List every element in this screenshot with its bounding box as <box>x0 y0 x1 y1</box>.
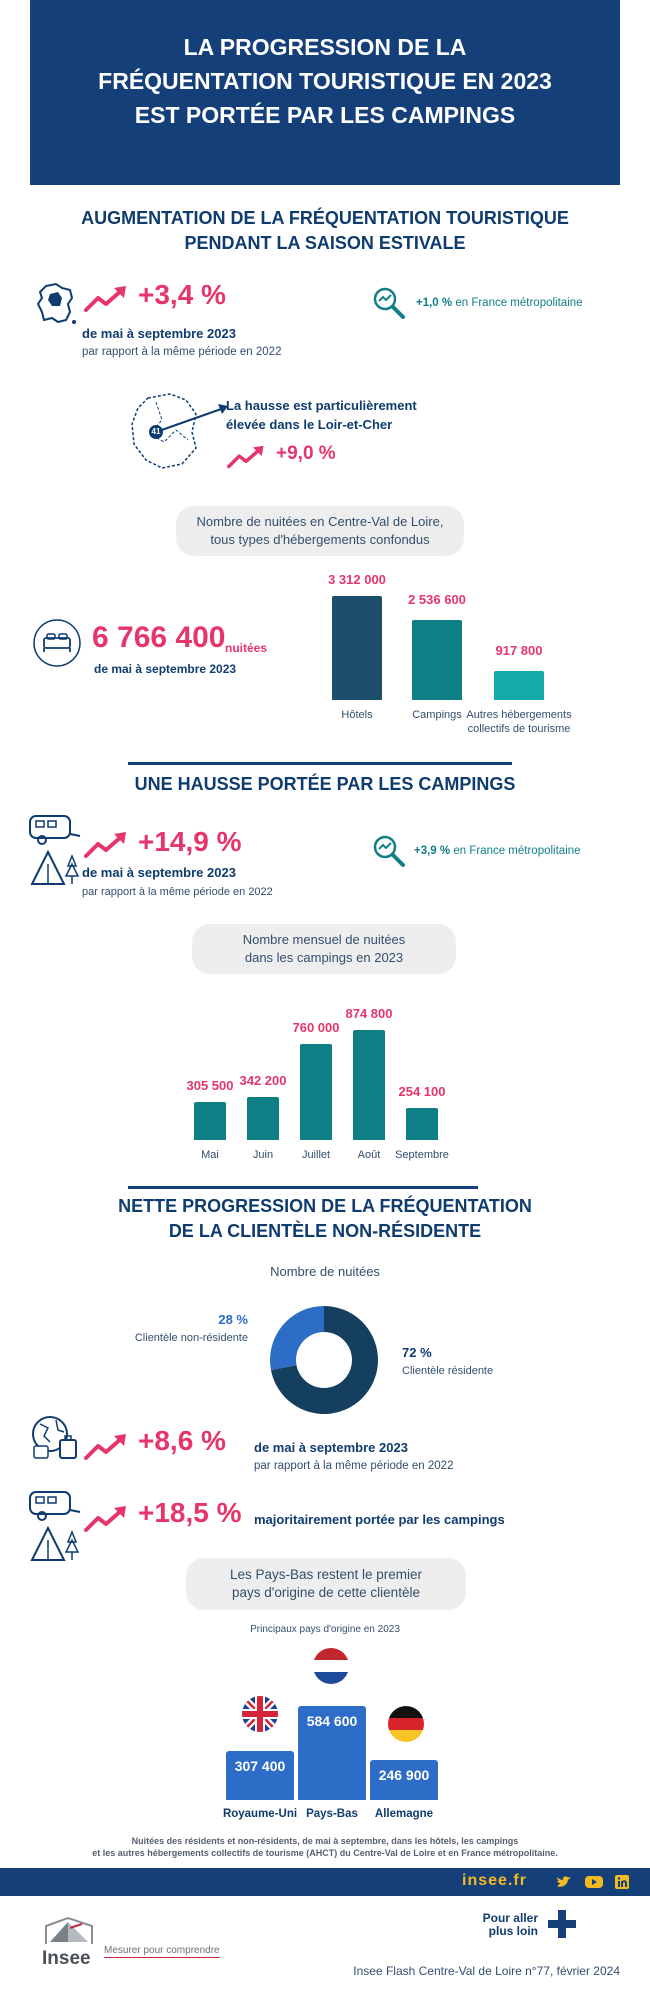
footnote: Nuitées des résidents et non-résidents, de mai à septembre, dans les hôtels, les campings et les autres hébergements collectifs de tourisme (AHCT) du Centre-Val de Loire et en France métropolitaine. <box>92 1836 558 1858</box>
insee-site-link[interactable]: insee.fr <box>462 1872 527 1889</box>
donut-value-non-resident: 28 % <box>218 1312 248 1327</box>
plus-icon[interactable] <box>546 1908 578 1940</box>
bar-category-label: Royaume-Uni <box>222 1808 298 1820</box>
bar <box>412 620 462 700</box>
bar <box>247 1097 279 1140</box>
comparison-label: par rapport à la même période en 2022 <box>254 1460 454 1472</box>
donut-value-resident: 72 % <box>402 1345 432 1360</box>
bar-category-label-line: Campings <box>412 709 462 721</box>
loir-et-cher-value: +9,0 % <box>276 443 336 464</box>
info-pill: Les Pays-Bas restent le premier pays d'origine de cette clientèle <box>186 1558 466 1610</box>
insee-logo-icon <box>42 1916 96 1946</box>
comparison-label: par rapport à la même période en 2022 <box>82 346 282 358</box>
bar <box>406 1108 438 1140</box>
page-title: LA PROGRESSION DE LA FRÉQUENTATION TOURISTIQUE EN 2023 EST PORTÉE PAR LES CAMPINGS <box>98 34 552 128</box>
go-further-link[interactable]: Pour aller plus loin <box>482 1911 538 1938</box>
section2-title: UNE HAUSSE PORTÉE PAR LES CAMPINGS <box>134 774 516 794</box>
loir-et-cher-map-icon <box>126 390 236 472</box>
countries-chart-title: Principaux pays d'origine en 2023 <box>250 1624 400 1635</box>
bed-icon <box>32 618 82 668</box>
camping-icon <box>28 1488 82 1564</box>
camping-non-resident-value: +18,5 % <box>138 1497 242 1528</box>
trend-up-arrow-icon <box>84 1432 130 1462</box>
bar-value-label: 760 000 <box>292 1020 340 1036</box>
total-nights-period: de mai à septembre 2023 <box>94 662 237 676</box>
comparison-label: par rapport à la même période en 2022 <box>82 886 273 898</box>
bar-value-label: 584 600 <box>306 1713 358 1729</box>
donut-label-non-resident: Clientèle non-résidente <box>134 1332 248 1344</box>
bar-category-label-line: Hôtels <box>341 709 373 721</box>
tourism-increase-value: +3,4 % <box>138 279 226 310</box>
bar-value-label: 342 200 <box>239 1072 287 1088</box>
department-code: 41 <box>151 427 161 436</box>
bar <box>194 1102 226 1140</box>
twitter-icon[interactable] <box>556 1874 572 1890</box>
lodging-type-chart <box>300 560 630 740</box>
period-label: de mai à septembre 2023 <box>254 1440 408 1455</box>
info-pill: Nombre de nuitées en Centre-Val de Loire, tous types d'hébergements confondus <box>176 506 464 556</box>
bar-value-label: 246 900 <box>378 1767 430 1784</box>
period-label: de mai à septembre 2023 <box>82 326 236 341</box>
camping-driver-text: majoritairement portée par les campings <box>254 1512 505 1527</box>
bar <box>332 596 382 700</box>
donut-title: Nombre de nuitées <box>270 1264 380 1279</box>
trend-up-arrow-icon <box>84 830 130 860</box>
bar-value-label: 305 500 <box>186 1077 234 1093</box>
bar <box>300 1044 332 1140</box>
trend-up-arrow-icon <box>84 284 130 314</box>
netherlands-flag-icon <box>313 1648 349 1684</box>
bar-category-label: Pays-Bas <box>306 1808 358 1820</box>
section3-title: NETTE PROGRESSION DE LA FRÉQUENTATION DE LA CLIENTÈLE NON-RÉSIDENTE <box>118 1196 532 1241</box>
bar-category-label: Juillet <box>301 1149 331 1161</box>
section-divider <box>128 762 512 765</box>
section1-title: AUGMENTATION DE LA FRÉQUENTATION TOURISTIQUE PENDANT LA SAISON ESTIVALE <box>81 208 569 253</box>
magnifier-icon <box>372 834 406 868</box>
camping-icon <box>28 812 82 888</box>
donut-label-resident: Clientèle résidente <box>402 1365 494 1377</box>
bar-category-label: Mai <box>201 1149 219 1161</box>
france-map-icon <box>32 280 80 328</box>
loir-et-cher-highlight: La hausse est particulièrement élevée dans le Loir-et-Cher <box>226 398 417 432</box>
countries-chart <box>210 1690 450 1820</box>
total-nights-unit: nuitées <box>225 641 268 655</box>
bar-category-label: Allemagne <box>374 1808 434 1820</box>
france-comparison: +3,9 % en France métropolitaine <box>414 845 581 857</box>
footer-band <box>0 1868 650 1896</box>
bar-category-label <box>459 708 579 736</box>
publication-reference: Insee Flash Centre-Val de Loire n°77, février 2024 <box>353 1964 620 1978</box>
trend-up-arrow-icon <box>84 1504 130 1534</box>
france-comparison: +1,0 % en France métropolitaine <box>416 297 583 309</box>
bar-value-label: 917 800 <box>495 643 543 659</box>
total-nights-value: 6 766 400 <box>92 621 226 654</box>
non-resident-increase-value: +8,6 % <box>138 1425 226 1456</box>
trend-up-arrow-icon <box>226 444 268 470</box>
bar-value-label: 3 312 000 <box>328 572 386 587</box>
bar-value-label: 307 400 <box>234 1757 286 1774</box>
bar <box>494 671 544 700</box>
camping-increase-value: +14,9 % <box>138 826 242 857</box>
section-divider <box>128 1186 478 1189</box>
bar-category-label: Août <box>357 1149 381 1161</box>
residency-donut-chart <box>266 1302 382 1418</box>
youtube-icon[interactable] <box>584 1874 604 1890</box>
info-pill: Nombre mensuel de nuitées dans les campings en 2023 <box>192 924 456 974</box>
donut-slice <box>270 1306 324 1370</box>
bar-value-label: 874 800 <box>345 1006 393 1021</box>
insee-logo-text: Insee <box>42 1948 91 1969</box>
period-label: de mai à septembre 2023 <box>82 865 236 880</box>
bar-category-label: Juin <box>252 1149 274 1161</box>
bar-category-label: Septembre <box>395 1149 449 1161</box>
bar-value-label: 2 536 600 <box>408 592 466 608</box>
monthly-camping-chart <box>180 990 470 1165</box>
insee-tagline: Mesurer pour comprendre <box>104 1945 220 1956</box>
bar-value-label: 254 100 <box>398 1084 446 1100</box>
bar-category-label-line: collectifs de tourisme <box>467 723 571 735</box>
globe-luggage-icon <box>30 1414 80 1460</box>
bar-category-label-line: Autres hébergements <box>466 709 572 721</box>
linkedin-icon[interactable] <box>614 1874 630 1890</box>
magnifier-icon <box>372 286 406 320</box>
